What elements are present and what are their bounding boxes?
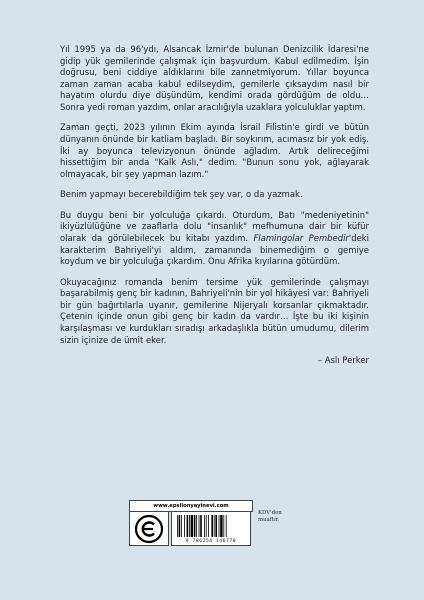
barcode-bar [187,515,189,537]
publisher-logo [129,511,169,546]
barcode-bar [211,515,213,537]
isbn-digits: 9 786254 146770 [185,539,237,544]
publisher-url: www.epsilonyayinevi.com [129,500,253,512]
blurb-paragraph-1: Yıl 1995 ya da 96'ydı, Alsancak İzmir'de bulunan Denizcilik İdaresi'ne gidip yük gemilerinde çalışmak için başvurdum. Kabul edilmedim. İşin doğrusu, beni ciddiye aldıklarını bile zannetmiyorum. Yıllar boyunca zaman zaman acaba kabul edilseydim, gemilerle çıksaydım nasıl bir hayatım olurdu diye düşündüm, kendimi orada gördüğüm de oldu… Sonra yedi roman yazdım, onlar aracılığıyla uzaklara yolculuklar yaptım. [60,44,369,112]
tax-note [258,510,282,524]
blurb-paragraph-3: Benim yapmayı becerebildiğim tek şey var, o da yazmak. [60,189,303,200]
barcode-bar [189,515,190,537]
isbn-barcode [171,511,251,546]
barcode-bar [223,515,224,537]
tax-note-line-2: muaftır. [258,517,280,523]
barcode-bar [200,515,202,537]
barcode-bar [194,515,196,537]
blurb-paragraph-5: Okuyacağınız romanda benim tersime yük gemilerinde çalışmayı başarabilmiş genç bir kadının, Bahriyeli'nin bir yol hikâyesi var: Bahriyeli bir gün bağırtılarla uyanır, gemilerine Nijeryalı korsanlar çıkmaktadır. Çetenin içinde onun gibi genç bir kadın da vardır… İşte bu iki kişinin karşılaşması ve kurdukları sıradışı arkadaşlıkla bütün umudumu, dilerim sizin içinize de ümit eker. [60,276,369,345]
barcode-bar [204,515,205,537]
book-title-italic: Flamingolar Pembedir [253,232,349,243]
blurb-paragraph-2: Zaman geçti, 2023 yılının Ekim ayında İsrail Filistin'e girdi ve bütün dünyanın önünde bir katliam başladı. Bir soykırım, acımasız bir yok ediş. İki ay boyunca televizyonun önünde ağladım. Artık delireceğimi hissettiğim bir anda "Kalk Aslı," dedim. "Bunun sonu yok, ağlayarak olmayacak, bir şey yapman lazım." [60,122,369,179]
author-signature: – Aslı Perker [317,355,369,366]
barcode-bar [199,515,200,537]
barcode-bar [177,515,178,537]
barcode-bar [220,515,222,537]
epsilon-logo-icon [134,514,164,544]
back-cover-blurb [60,44,369,367]
barcode-bar [181,515,182,537]
barcode-bar [219,515,220,537]
barcode-bar [184,515,185,537]
barcode-bar [215,515,217,537]
barcode-bar [179,515,181,537]
barcode-bar [226,515,227,537]
barcode-bar [208,515,209,537]
barcode-bar [191,515,193,537]
barcode-bar [206,515,207,537]
barcode-bar [214,515,215,537]
barcode-bars [172,512,251,540]
barcode-bar [196,515,197,537]
tax-note-line-1: KDV'den [258,510,282,516]
blurb-paragraph-4: Bu duygu beni bir yolculuğa çıkardı. Oturdum, Batı "medeniyetinin" ikiyüzlülüğüne ve zaaflarla dolu "insanlık" mefhumuna dair bir küfür olarak da görülebilecek bu kitabı yazdım. Flamingolar Pembedir'deki karakterim Bahriyeli'yi aldım, zamanında binemediğim o gemiye koydum ve bir yolculuğa çıkardım. Onu Afrika kıyılarına götürdüm. [60,209,369,267]
